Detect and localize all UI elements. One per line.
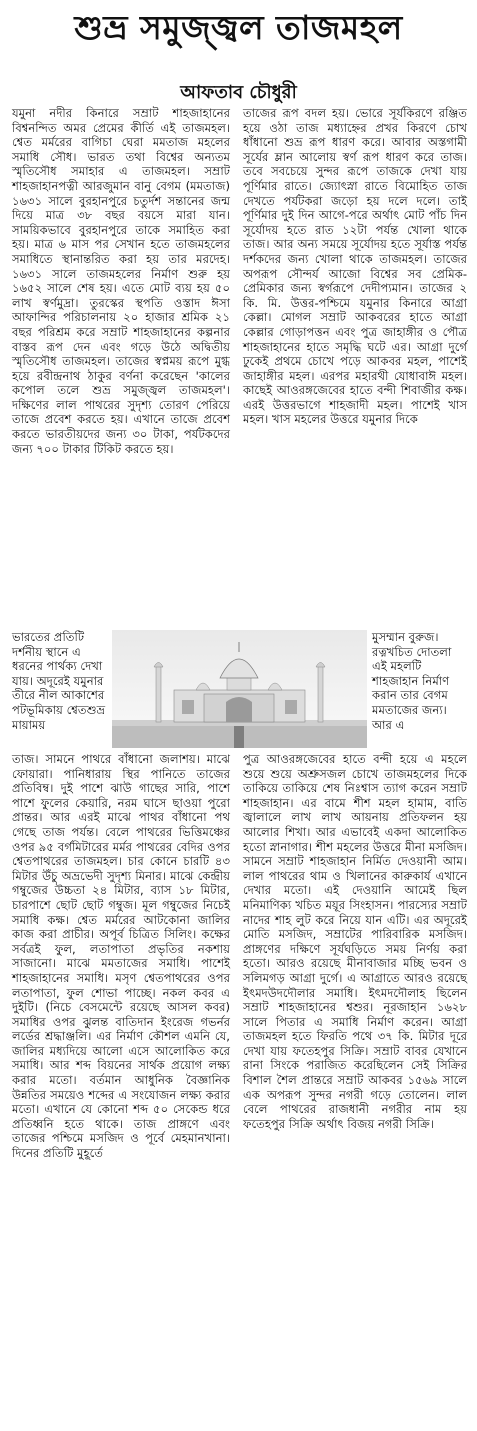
taj-mahal-photo xyxy=(112,630,367,748)
article-column-right-lower xyxy=(243,752,467,1131)
article-column-right xyxy=(243,106,467,427)
article-paragraph: তাজ। সামনে পাথরে বাঁধানো জলাশয়। মাঝে ফোয়ারা। পানিধারায় স্থির পানিতে তাজের প্রতিবিম্ব। দুই পাশে ঝাউ গাছের সারি, পাশে পাশে ফুলের কেয়ারি, নরম ঘাসে ছাওয়া পুরো প্রান্তর। আর এরই মাঝে পাথর বাঁধানো পথ গেছে তাজ পর্যন্ত। বেলে পাথরের ভিত্তিমঞ্চের ওপর ৯৫ বর্গমিটারের মর্মর পাথরের বেদির ওপর শ্বেতপাথরের তাজমহল। চার কোনে চারটি ৪৩ মিটার উঁচু অভ্রভেদী সুদৃশ্য মিনার। মাঝে কেন্দ্রীয় গম্বুজের উচ্চতা ২৪ মিটার, ব্যাস ১৮ মিটার, চারপাশে ছোট ছোট গম্বুজ। মূল গম্বুজের নিচেই সমাধি কক্ষ। শ্বেত মর্মরের আটকোনা জালির কাজ করা প্রাচীর। অপূর্ব চিত্রিত সিলিং। কক্ষের সর্বত্রই ফুল, লতাপাতা প্রভৃতির নকশায় সাজানো। মাঝে মমতাজের সমাধি। পাশেই শাহজাহানের সমাধি। মসৃণ শ্বেতপাথরের ওপর লতাপাতা, ফুল শোভা পাচ্ছে। নকল কবর এ দুইটি। (নিচে বেসমেন্টে রয়েছে আসল কবর) সমাধির ওপর ঝুলন্ত বাতিদান ইংরেজ গভর্নর লর্ডের শ্রদ্ধাঞ্জলি। এর নির্মাণ কৌশল এমনি যে, জালির মধ্যদিয়ে আলো এসে আলোকিত করে সমাধি। আর শব্দ বিয়নের সার্থক প্রয়োগ লক্ষ্য করার মতো। বর্তমান আধুনিক বৈজ্ঞানিক উন্নতির সময়েও শব্দের এ সংযোজন লক্ষ্য করার মতো। এখানে যে কোনো শব্দ ৫০ সেকেন্ড ধরে প্রতিধ্বনি হতে থাকে। তাজ প্রাঙ্গণে এবং তাজের পশ্চিমে মসজিদ ও পূর্বে মেহমানখানা। দিনের প্রতিটি মুহূর্তে xyxy=(12,752,230,1161)
article-paragraph: পুত্র আওরঙ্গজেবের হাতে বন্দী হয়ে এ মহলে শুয়ে শুয়ে অশ্রুসজল চোখে তাজমহলের দিকে তাকিয়ে তাকিয়ে শেষ নিঃশ্বাস ত্যাগ করেন সম্রাট শাহজাহান। এর বামে শীশ মহল হামাম, বাতি জ্বালালে লাখ লাখ আয়নায় প্রতিফলন হয় আলোর শিখা। আর এভাবেই একদা আলোকিত হতো স্নানাগার। শীশ মহলের উত্তরে মীনা মসজিদ। সামনে সম্রাট শাহজাহান নির্মিত দেওয়ানী আম। লাল পাথরের থাম ও খিলানের কারুকার্য এখানে দেখার মতো। এই দেওয়ানি আমেই ছিল মনিমাণিক্য খচিত ময়ূর সিংহাসন। পারস্যের সম্রাট নাদের শাহ লুট করে নিয়ে যান এটি। এর অদূরেই মোতি মসজিদ, সম্রাটের পারিবারিক মসজিদ। প্রাঙ্গণের দক্ষিণে সূর্যঘড়িতে সময় নির্ণয় করা হতো। আরও রয়েছে মীনাবাজার মচ্ছি ভবন ও সলিমগড় আগ্রা দুর্গে। এ আগ্রাতে আরও রয়েছে ইৎমদউদদৌলার সমাধি। ইৎমদদৌলাহ ছিলেন সম্রাট শাহজাহানের শ্বশুর। নূরজাহান ১৬২৮ সালে পিতার এ সমাধি নির্মাণ করেন। আগ্রা তাজমহল হতে ফিরতি পথে ৩৭ কি. মিটার দূরে দেখা যায় ফতেহপুর সিক্রি। সম্রাট বাবর যেখানে রানা সিংকে পরাজিত করেছিলেন সেই সিক্রির বিশাল শৈল প্রান্তরে সম্রাট আকবর ১৫৬৯ সালে এক অপরূপ সুন্দর নগরী গড়ে তোলেন। লাল বেলে পাথরের রাজধানী নগরীর নাম হয় ফতেহপুর সিক্রি অর্থাৎ বিজয় নগরী সিক্রি। xyxy=(243,752,467,1131)
article-column-left-lower xyxy=(12,752,230,1161)
article-paragraph: মুসম্মান বুরুজ। রত্নখচিত দোতলা এই মহলটি শাহজাহান নির্মাণ করান তার বেগম মমতাজের জন্য। আর এ xyxy=(372,630,452,732)
article-title: শুভ্র সমুজ্জ্বল তাজমহল xyxy=(74,8,403,47)
photo-wrap-text-left xyxy=(12,630,107,732)
article-paragraph: ভারতের প্রতিটি দর্শনীয় স্থানে এ ধরনের পার্থক্য দেখা যায়। অদূরেই যমুনার তীরে নীল আকাশের পটভূমিকায় শ্বেতশুভ্র মায়াময় xyxy=(12,630,106,732)
article-paragraph: যমুনা নদীর কিনারে সম্রাট শাহজাহানের বিশ্বনন্দিত অমর প্রেমের কীর্তি এই তাজমহল। শ্বেত মর্মরের বাগিচা ঘেরা মমতাজ মহলের সমাধি সৌধ। ভারত তথা বিশ্বের অন্যতম স্মৃতিসৌধ সমাহার এ তাজমহল। সম্রাট শাহজাহানপত্নী আরজুমান বানু বেগম (মমতাজ) ১৬৩১ সালে বুরহানপুরে চতুর্দশ সন্তানের জন্ম দিয়ে মাত্র ৩৮ বছর বয়সে মারা যান। সাময়িকভাবে বুরহানপুরে তাকে সমাহিত করা হয়। মাত্র ৬ মাস পর সেখান হতে তাজমহলের সমাধিতে স্থানান্তরিত করা হয় তার মরদেহ। ১৬৩১ সালে তাজমহলের নির্মাণ শুরু হয় ১৬৫২ সালে শেষ হয়। এতে মোট ব্যয় হয় ৫০ লাখ স্বর্ণমুদ্রা। তুরস্কের স্থপতি ওস্তাদ ঈসা আফান্দির পরিচালনায় ২০ হাজার শ্রমিক ২১ বছর পরিশ্রম করে সম্রাট শাহজাহানের কল্পনার বাস্তব রূপ দেন এবং গড়ে উঠে অদ্বিতীয় স্মৃতিসৌধ তাজমহল। তাজের স্বপ্নময় রূপে মুগ্ধ হয়ে রবীন্দ্রনাথ ঠাকুর বর্ণনা করেছেন 'কালের কপোল তলে শুভ্র সমুজ্জ্বল তাজমহল'। দক্ষিণের লাল পাথরের সুদৃশ্য তোরণ পেরিয়ে তাজে প্রবেশ করতে হয়। এখানে তাজে প্রবেশ করতে ভারতীয়দের জন্য ৩০ টাকা, পর্যটকদের জন্য ৭০০ টাকার টিকিট করতে হয়। xyxy=(12,106,230,456)
author-name: আফতাব চৌধুরী xyxy=(180,82,297,103)
article-column-left xyxy=(12,106,230,456)
photo-wrap-text-right xyxy=(372,630,467,732)
article-paragraph: তাজের রূপ বদল হয়। ভোরে সূর্যকিরণে রঞ্জিত হয়ে ওঠা তাজ মধ্যাহ্নের প্রখর কিরণে চোখ ধাঁধানো শুভ্র রূপ ধারণ করে। আবার অস্তগামী সূর্যের ম্লান আলোয় স্বর্ণ রূপ ধারণ করে তাজ। তবে সবচেয়ে সুন্দর রূপে তাজকে দেখা যায় পূর্ণিমার রাতে। জ্যোৎস্না রাতে বিমোহিত তাজ দেখতে পর্যটকরা জড়ো হয় দলে দলে। তাই পূর্ণিমার দুই দিন আগে-পরে অর্থাৎ মোট পাঁচ দিন সূর্যোদয় হতে রাত ১২টা পর্যন্ত খোলা থাকে তাজ। আর অন্য সময়ে সূর্যোদয় হতে সূর্যাস্ত পর্যন্ত দর্শকদের জন্য খোলা থাকে তাজমহল। তাজের অপরূপ সৌন্দর্য আজো বিশ্বের সব প্রেমিক-প্রেমিকার জন্য স্বর্গরূপে দেদীপ্যমান। তাজের ২ কি. মি. উত্তর-পশ্চিমে যমুনার কিনারে আগ্রা কেল্লা। মোগল সম্রাট আকবরের হাতে আগ্রা কেল্লার গোড়াপত্তন এবং পুত্র জাহাঙ্গীর ও পৌত্র শাহজাহানের হাতে সমৃদ্ধি ঘটে এর। আগ্রা দুর্গে ঢুকেই প্রথমে চোখে পড়ে আকবর মহল, পাশেই জাহাঙ্গীর মহল। এরপর মহারথী যোধাবাঈ মহল। কাছেই আওরঙ্গজেবের হাতে বন্দী শিবাজীর কক্ষ। এরই উত্তরভাগে শাহজাদী মহল। পাশেই খাস মহল। খাস মহলের উত্তরে যমুনার দিকে xyxy=(243,106,467,427)
